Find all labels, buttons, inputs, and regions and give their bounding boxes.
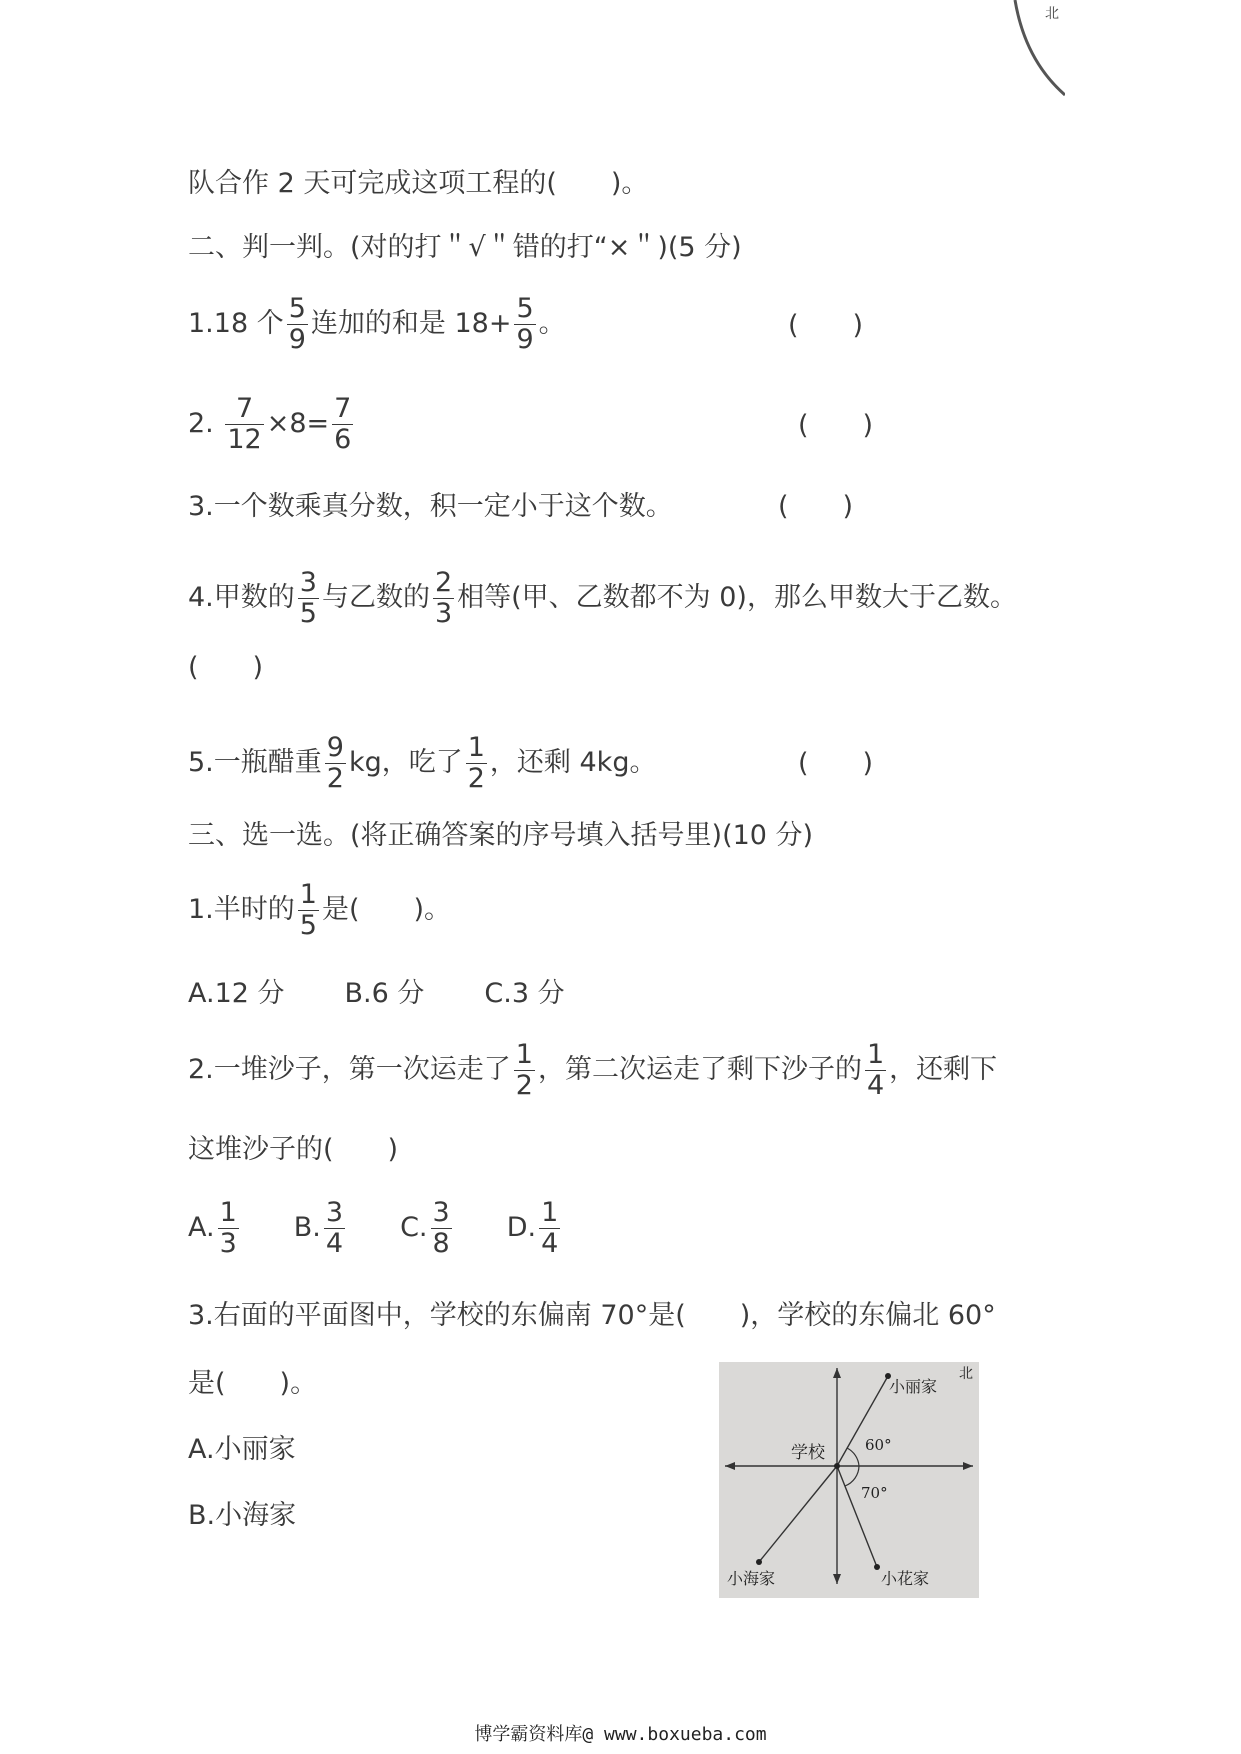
fraction: $\frac{2}{3}$: [434, 567, 453, 629]
judge-item-3: 3.一个数乘真分数，积一定小于这个数。: [188, 491, 673, 522]
item-text: 2.一堆沙子，第一次运走了: [188, 1054, 511, 1085]
judge-item-4: [188, 568, 1017, 629]
fraction: $\frac{7}{6}$: [334, 393, 352, 455]
item-text: 4.甲数的: [188, 582, 295, 613]
answer-blank-1[interactable]: ( ): [788, 310, 864, 341]
fraction: $\frac{9}{2}$: [326, 732, 344, 794]
choice-question-3: 3.右面的平面图中，学校的东偏南 70°是( )，学校的东偏北 60°: [188, 1300, 996, 1331]
fraction: $\frac{7}{12}$: [227, 393, 262, 455]
item-text: 是( )。: [321, 894, 452, 925]
corner-north-label: 北: [1045, 6, 1059, 22]
item-text: 5.一瓶醋重: [188, 747, 322, 778]
option-c[interactable]: C.3 分: [484, 978, 565, 1009]
item-text: ，还剩下: [889, 1054, 998, 1085]
fraction: $\frac{5}{9}$: [288, 293, 306, 355]
section-3-title: 三、选一选。(将正确答案的序号填入括号里)(10 分): [188, 820, 814, 851]
option-a[interactable]: A.小丽家: [188, 1434, 296, 1465]
item-text: ，还剩 4kg。: [489, 747, 657, 778]
school-point: [834, 1463, 840, 1469]
footer-watermark: 博学霸资料库@ www.boxueba.com: [474, 1724, 767, 1745]
option-c[interactable]: C. $\frac{3}{8}$: [400, 1197, 450, 1259]
item-text: 2.: [188, 408, 214, 439]
item-text: kg，吃了: [348, 747, 463, 778]
choice-1-options: [188, 978, 625, 1010]
item-text: 相等(甲、乙数都不为 0)，那么甲数大于乙数。: [457, 582, 1017, 613]
answer-blank-2[interactable]: ( ): [798, 410, 874, 441]
direction-map: [719, 1362, 979, 1598]
angle-60-label: 60°: [865, 1436, 892, 1454]
fraction: $\frac{1}{4}$: [866, 1039, 885, 1101]
option-d[interactable]: D. $\frac{1}{4}$: [506, 1197, 559, 1259]
item-text: 1.18 个: [188, 308, 284, 339]
item-text: 与乙数的: [321, 582, 430, 613]
item-text: ×8=: [266, 408, 330, 439]
choice-question-3-line2: 是( )。: [188, 1368, 318, 1399]
choice-question-2-line2: 这堆沙子的( ): [188, 1134, 399, 1165]
north-label: 北: [959, 1366, 973, 1382]
question-continuation: 队合作 2 天可完成这项工程的( )。: [188, 168, 649, 199]
hua-point: [874, 1564, 880, 1570]
lili-label: 小丽家: [889, 1377, 938, 1396]
answer-blank-4[interactable]: ( ): [188, 652, 264, 683]
item-text: 。: [538, 308, 566, 339]
angle-70-label: 70°: [861, 1484, 888, 1502]
hua-label: 小花家: [881, 1569, 930, 1588]
option-b[interactable]: B.6 分: [344, 978, 425, 1009]
judge-item-5: [188, 733, 656, 794]
fraction: $\frac{5}{9}$: [516, 293, 534, 355]
scan-corner-mark: [945, 0, 1065, 110]
fraction: $\frac{3}{5}$: [299, 567, 317, 629]
option-b[interactable]: B.小海家: [188, 1500, 297, 1531]
item-text: ，第二次运走了剩下沙子的: [537, 1054, 862, 1085]
item-text: 连加的和是 18+: [310, 308, 512, 339]
fraction: $\frac{1}{2}$: [515, 1039, 533, 1101]
item-text: 1.半时的: [188, 894, 295, 925]
hai-point: [756, 1559, 762, 1565]
option-b[interactable]: B. $\frac{3}{4}$: [293, 1197, 344, 1259]
fraction: $\frac{1}{2}$: [467, 732, 485, 794]
option-a[interactable]: A. $\frac{1}{3}$: [188, 1197, 237, 1259]
hai-label: 小海家: [727, 1569, 776, 1588]
fraction: $\frac{1}{5}$: [299, 879, 317, 941]
judge-item-2: [188, 394, 356, 455]
option-a[interactable]: A.12 分: [188, 978, 285, 1009]
judge-item-1: [188, 294, 566, 355]
choice-2-options: [188, 1198, 615, 1259]
section-2-title: 二、判一判。(对的打＂√＂错的打“×＂)(5 分): [188, 232, 742, 263]
school-label: 学校: [791, 1443, 825, 1463]
answer-blank-5[interactable]: ( ): [798, 748, 874, 779]
answer-blank-3[interactable]: ( ): [778, 491, 854, 522]
choice-question-2: [188, 1040, 997, 1101]
choice-question-1: [188, 880, 451, 941]
